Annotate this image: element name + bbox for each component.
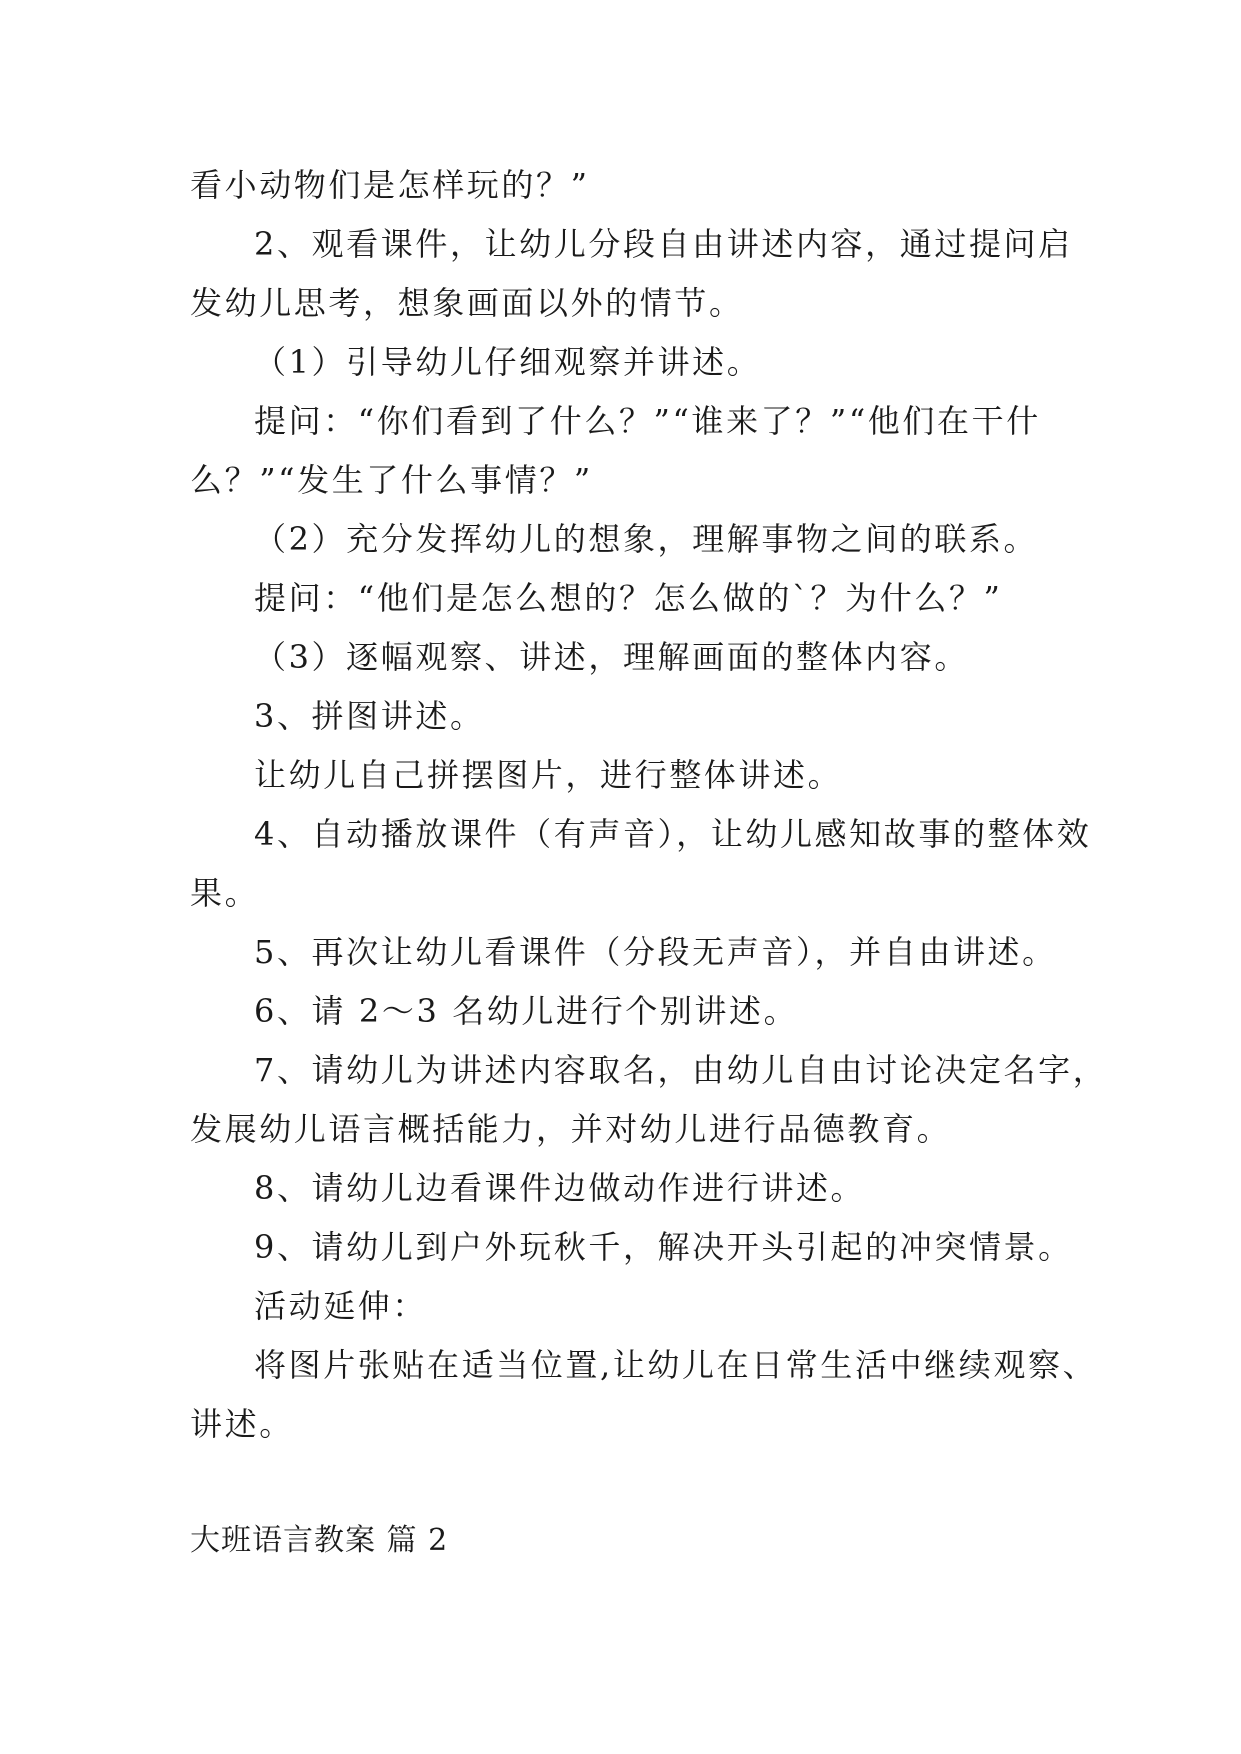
body-line: （1）引导幼儿仔细观察并讲述。 <box>254 343 762 381</box>
body-line: 4、自动播放课件（有声音），让幼儿感知故事的整体效 <box>254 815 1092 853</box>
body-line: 发展幼儿语言概括能力，并对幼儿进行品德教育。 <box>190 1110 952 1148</box>
body-line: （3）逐幅观察、讲述，理解画面的整体内容。 <box>254 638 969 676</box>
body-line: 发幼儿思考，想象画面以外的情节。 <box>190 284 744 322</box>
body-line: 8、请幼儿边看课件边做动作进行讲述。 <box>254 1169 866 1207</box>
body-line: 9、请幼儿到户外玩秋千，解决开头引起的冲突情景。 <box>254 1228 1073 1266</box>
body-line: 3、拼图讲述。 <box>254 697 485 735</box>
body-line: 2、观看课件，让幼儿分段自由讲述内容，通过提问启 <box>254 225 1073 263</box>
body-line: 将图片张贴在适当位置,让幼儿在日常生活中继续观察、 <box>254 1346 1098 1384</box>
body-line: 看小动物们是怎样玩的？” <box>190 166 590 204</box>
body-line: 么？”“发生了什么事情？” <box>190 461 593 499</box>
body-line: 果。 <box>190 874 260 912</box>
body-line: 提问：“他们是怎么想的？怎么做的`？为什么？” <box>254 579 1003 617</box>
body-line: 7、请幼儿为讲述内容取名，由幼儿自由讨论决定名字， <box>254 1051 1108 1089</box>
body-line: 讲述。 <box>190 1405 294 1443</box>
body-line: 5、再次让幼儿看课件（分段无声音），并自由讲述。 <box>254 933 1057 971</box>
body-line: 活动延伸： <box>254 1287 428 1325</box>
body-line: 让幼儿自己拼摆图片，进行整体讲述。 <box>254 756 843 794</box>
section-title: 大班语言教案 篇 2 <box>190 1523 449 1558</box>
body-line: 提问：“你们看到了什么？”“谁来了？”“他们在干什 <box>254 402 1041 440</box>
body-line: 6、请 2～3 名幼儿进行个别讲述。 <box>254 992 799 1030</box>
body-line: （2）充分发挥幼儿的想象，理解事物之间的联系。 <box>254 520 1039 558</box>
